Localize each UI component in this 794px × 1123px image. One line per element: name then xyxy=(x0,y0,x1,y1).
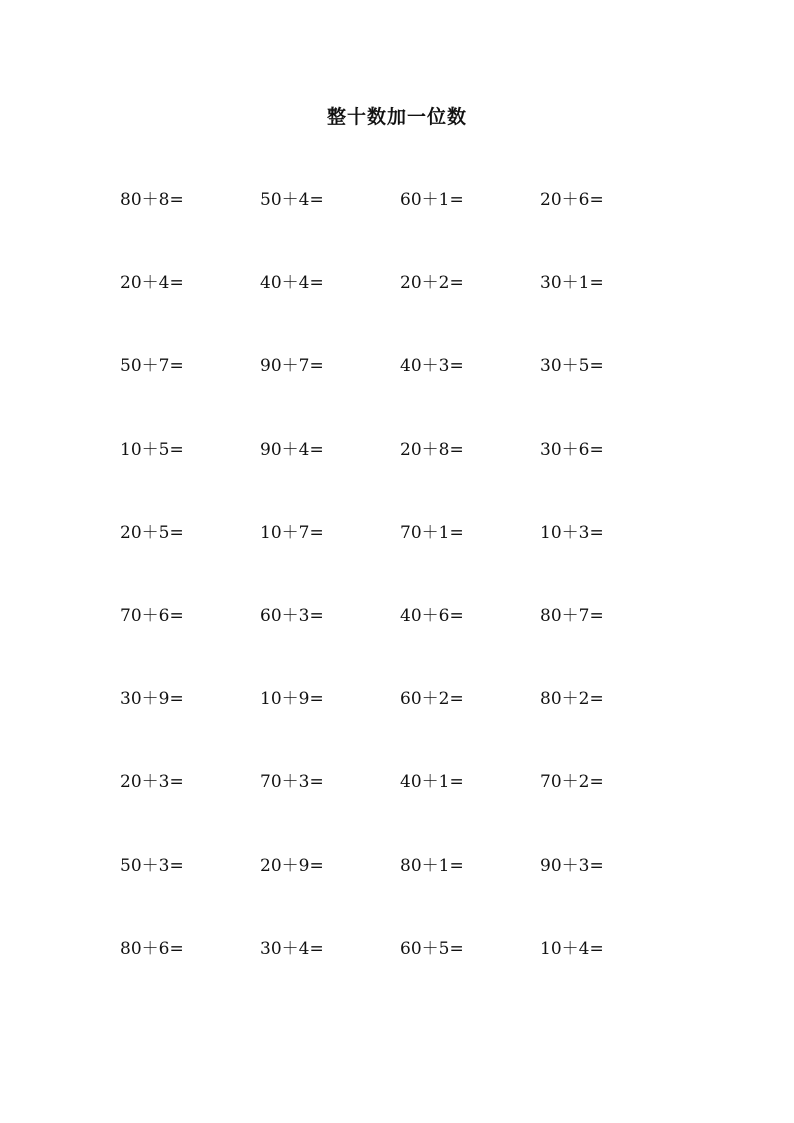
problem-item: 10＋7= xyxy=(260,522,324,543)
problem-grid xyxy=(120,188,680,1020)
problem-item: 60＋2= xyxy=(400,689,464,710)
problem-item: 80＋8= xyxy=(120,190,184,210)
problem-item: 80＋1= xyxy=(400,855,464,876)
problem-item: 30＋9= xyxy=(120,689,184,710)
problem-item: 60＋3= xyxy=(260,605,324,626)
problem-item: 10＋5= xyxy=(120,439,184,460)
problem-item: 80＋7= xyxy=(540,605,604,626)
problem-item: 40＋4= xyxy=(260,273,324,294)
problem-item: 50＋4= xyxy=(260,190,324,210)
problem-item: 30＋5= xyxy=(540,356,604,377)
problem-item: 40＋3= xyxy=(400,356,464,377)
problem-item: 20＋2= xyxy=(400,273,464,294)
problem-item: 90＋3= xyxy=(540,855,604,876)
problem-item: 40＋6= xyxy=(400,605,464,626)
problem-item: 20＋8= xyxy=(400,439,464,460)
problem-item: 30＋6= xyxy=(540,439,604,460)
problem-item: 70＋3= xyxy=(260,772,324,793)
problem-item: 20＋9= xyxy=(260,855,324,876)
problem-item: 70＋1= xyxy=(400,522,464,543)
problem-item: 40＋1= xyxy=(400,772,464,793)
problem-item: 20＋3= xyxy=(120,772,184,793)
problem-item: 20＋5= xyxy=(120,522,184,543)
problem-item: 20＋6= xyxy=(540,190,604,210)
problem-item: 70＋6= xyxy=(120,605,184,626)
problem-item: 10＋9= xyxy=(260,689,324,710)
problem-item: 30＋4= xyxy=(260,938,324,959)
problem-item: 10＋3= xyxy=(540,522,604,543)
problem-item: 10＋4= xyxy=(540,938,604,959)
problem-item: 70＋2= xyxy=(540,772,604,793)
worksheet-title: 整十数加一位数 xyxy=(326,106,467,128)
problem-item: 90＋7= xyxy=(260,356,324,377)
problem-item: 60＋5= xyxy=(400,938,464,959)
problem-item: 60＋1= xyxy=(400,190,464,210)
problem-item: 30＋1= xyxy=(540,273,604,294)
problem-item: 90＋4= xyxy=(260,439,324,460)
problem-item: 80＋2= xyxy=(540,689,604,710)
problem-item: 50＋7= xyxy=(120,356,184,377)
problem-item: 50＋3= xyxy=(120,855,184,876)
problem-item: 20＋4= xyxy=(120,273,184,294)
problem-item: 80＋6= xyxy=(120,938,184,959)
